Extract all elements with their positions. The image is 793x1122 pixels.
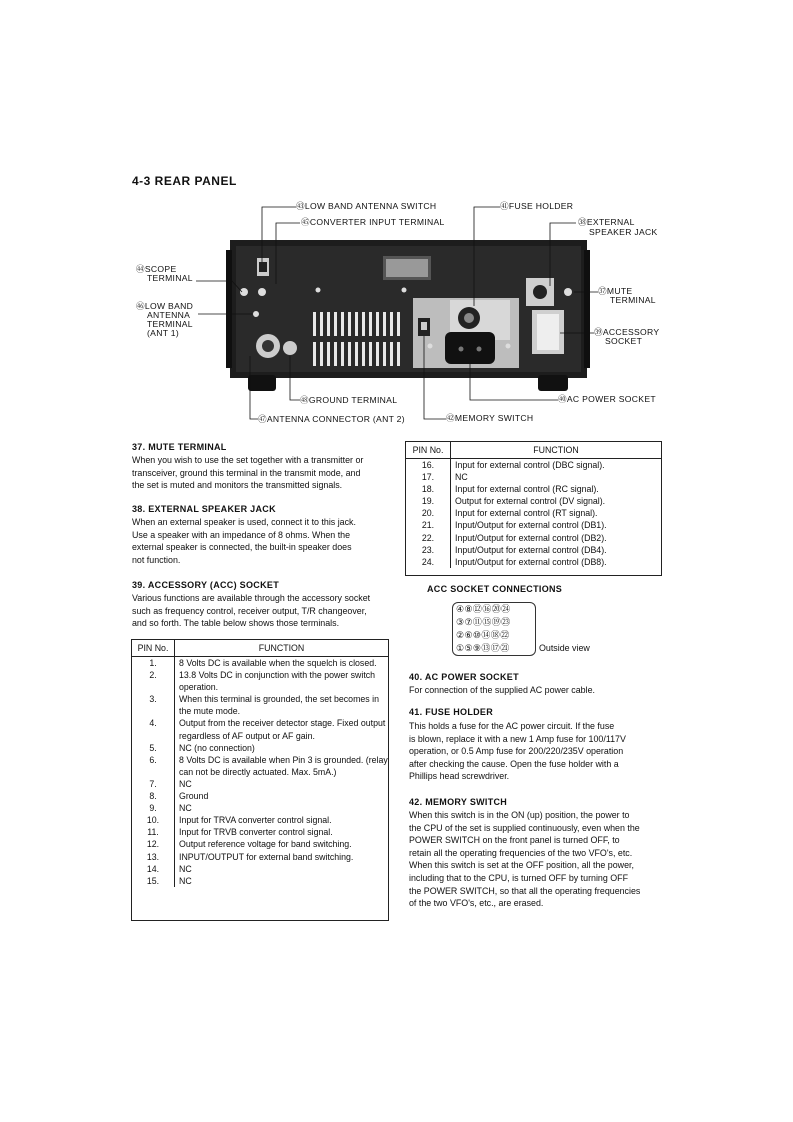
paragraph-41: This holds a fuse for the AC power circuit. If the fuse is blown, replace it with a new 1 Amp fuse for 100/117V operation, or 0.5 Amp fuse for 200/220/235V operation after checking the cause. Open the fuse holder with a Phillips head screwdriver. [409,721,626,782]
pin-function: INPUT/OUTPUT for external band switching. [179,851,354,862]
paragraph-42: When this switch is in the ON (up) position, the power to the CPU of the set is supplied continuously, even when the POWER SWITCH on the front panel is turned OFF, to retain all the operating frequencies of the two VFO's, etc. When this switch is set at the OFF position, all the power, including that to the CPU, is turned OFF by turning OFF the POWER SWITCH, so that all the operating frequencies of the two VFO's, etc., are erased. [409,810,641,909]
pin-function: Input/Output for external control (DB1). [455,520,607,531]
pin-number: 14. [132,863,175,875]
pin-number: 23. [406,544,451,556]
table-row [132,693,388,717]
pin-number: 15. [132,875,175,887]
pin-number: 16. [406,459,451,472]
paragraph-37: When you wish to use the set together with a transmitter or transceiver, ground this terminal in the transmit mode, and the set is muted and monitors the transmitted signals. [132,455,364,491]
heading-42: 42. MEMORY SWITCH [409,797,508,807]
external-speaker-jack [533,285,547,299]
callout-fuse-holder: ㊶FUSE HOLDER [500,201,574,211]
pin-number: 3. [132,693,175,717]
pin-function: NC (no connection) [179,742,255,753]
callout-external-speaker-jack-2: SPEAKER JACK [589,227,658,237]
pin-number: 11. [132,826,175,838]
pin-function: NC [179,778,192,789]
pin-number: 21. [406,519,451,531]
pin-function: 13.8 Volts DC in conjunction with the power switch operation. [179,670,376,693]
scope-terminal [240,288,248,296]
pin-function: Input for external control (RT signal). [455,508,598,519]
pin-number: 9. [132,802,175,814]
table-row [132,669,388,693]
pin-number: 10. [132,814,175,826]
pin-function: Input for TRVA converter control signal. [179,815,332,826]
pin-number: 19. [406,495,451,507]
table-row [406,495,661,507]
table-row [406,483,661,495]
heading-41: 41. FUSE HOLDER [409,707,494,717]
table-row [406,507,661,519]
paragraph-39: Various functions are available through the accessory socket such as frequency control, receiver output, T/R changeover, and so forth. The table below shows those terminals. [132,593,371,629]
pin-number: 1. [132,657,175,670]
table-row [132,790,388,802]
table-row [132,742,388,754]
callout-low-band-antenna-terminal-4: (ANT 1) [147,328,180,338]
paragraph-38: When an external speaker is used, connect it to this jack. Use a speaker with an impedance of 8 ohms. When the external speaker is connected, the built-in speaker does not function. [132,517,356,565]
acc-caption: Outside view [539,643,590,653]
ac-power-socket [445,332,495,364]
table-row [132,851,388,863]
callout-scope-terminal: ㊹SCOPE [136,264,177,274]
pin-function: Input for external control (DBC signal). [455,460,605,470]
callout-accessory-socket: ㊴ACCESSORY [594,327,660,337]
pin-function: 8 Volts DC is available when the squelch is closed. [179,658,377,668]
table-row [406,556,661,568]
pin-number: 17. [406,471,451,483]
pin-number: 2. [132,669,175,693]
pin-function: Ground [179,791,209,802]
section-title: 4-3 REAR PANEL [132,174,237,188]
pin-function: NC [179,875,192,886]
pin-table-right [405,441,662,576]
pin-function: Input/Output for external control (DB2). [455,532,607,543]
acc-heading: ACC SOCKET CONNECTIONS [427,584,563,594]
mute-terminal [564,288,572,296]
pin-number: 6. [132,754,175,778]
callout-ac-power-socket: ㊵AC POWER SOCKET [558,394,656,404]
table-row [132,657,388,670]
callout-scope-terminal-2: TERMINAL [147,273,193,283]
table-row [132,814,388,826]
pin-function: NC [179,803,192,814]
converter-input-terminal [258,288,266,296]
pin-number: 22. [406,532,451,544]
pin-function: When this terminal is grounded, the set becomes in the mute mode. [179,694,379,717]
pin-function: Input/Output for external control (DB4). [455,544,607,555]
table-row [406,471,661,483]
heading-38: 38. EXTERNAL SPEAKER JACK [132,504,276,514]
low-band-antenna-switch [259,262,267,272]
callout-low-band-antenna-terminal-3: TERMINAL [147,319,193,329]
table-row [132,838,388,850]
callout-memory-switch: ㊷MEMORY SWITCH [446,413,534,423]
col-pin-right: PIN No. [406,442,451,459]
table-row [406,519,661,531]
table-row [406,544,661,556]
ground-terminal [283,341,297,355]
heading-37: 37. MUTE TERMINAL [132,442,227,452]
pin-function: NC [455,472,468,483]
left-foot [248,375,276,391]
callout-external-speaker-jack: ㊳EXTERNAL [578,217,635,227]
callout-converter-input-terminal: ㊺CONVERTER INPUT TERMINAL [301,217,445,227]
table-row [132,778,388,790]
callout-mute-terminal: ㊲MUTE [598,286,633,296]
pin-function: Input for TRVB converter control signal. [179,827,333,838]
pin-number: 8. [132,790,175,802]
pin-number: 5. [132,742,175,754]
callout-accessory-socket-2: SOCKET [605,336,643,346]
table-row [132,754,388,778]
pin-number: 24. [406,556,451,568]
pin-number: 13. [132,851,175,863]
table-row [406,532,661,544]
pin-function: Output for external control (DV signal). [455,496,606,507]
pin-number: 4. [132,717,175,741]
pin-function: Output from the receiver detector stage. Fixed output regardless of AF output or AF gain. [179,718,386,741]
callout-mute-terminal-2: TERMINAL [610,295,656,305]
pin-number: 20. [406,507,451,519]
table-row [132,802,388,814]
pin-function: Output reference voltage for band switching. [179,839,352,850]
pin-number: 18. [406,483,451,495]
pin-function: Input/Output for external control (DB8). [455,556,607,567]
pin-function: 8 Volts DC is available when Pin 3 is grounded. (relay can not be directly actuated. Max. 5mA.) [179,754,388,777]
pin-table-left [131,639,389,921]
callout-low-band-antenna-switch: ㊸LOW BAND ANTENNA SWITCH [296,201,437,211]
table-row [132,875,388,887]
callout-ground-terminal: ㊽GROUND TERMINAL [300,395,398,405]
pin-number: 7. [132,778,175,790]
col-function: FUNCTION [175,640,389,657]
pin-function: NC [179,863,192,874]
col-function-right: FUNCTION [451,442,662,459]
callout-low-band-antenna-terminal: ㊻LOW BAND [136,301,194,311]
heading-40: 40. AC POWER SOCKET [409,672,519,682]
table-row [132,717,388,741]
table-row [132,826,388,838]
pin-function: Input for external control (RC signal). [455,484,599,495]
heading-39: 39. ACCESSORY (ACC) SOCKET [132,580,279,590]
pin-number: 12. [132,838,175,850]
low-band-antenna-terminal [253,311,259,317]
table-row [132,863,388,875]
right-foot [538,375,568,391]
acc-socket-pins: ④⑧⑫⑯⑳㉔ ③⑦⑪⑮⑲㉓ ②⑥⑩⑭⑱㉒ ①⑤⑨⑬⑰㉑ [456,604,511,653]
col-pin: PIN No. [132,640,175,657]
paragraph-40: For connection of the supplied AC power cable. [409,685,595,695]
callout-antenna-connector: ㊼ANTENNA CONNECTOR (ANT 2) [258,414,405,424]
callout-low-band-antenna-terminal-2: ANTENNA [147,310,191,320]
table-row [406,459,661,472]
